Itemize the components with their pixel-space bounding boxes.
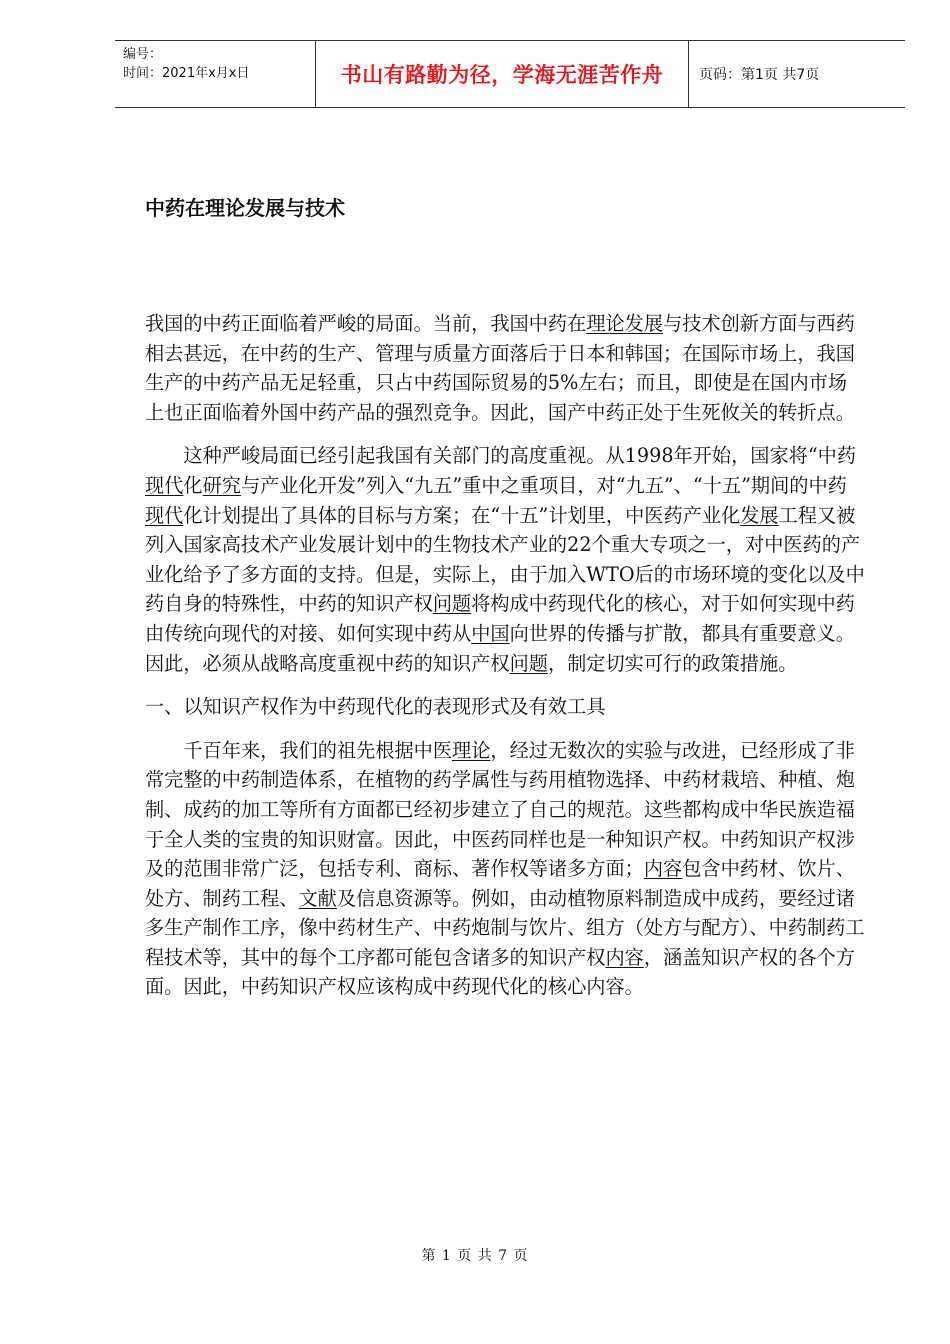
link-lilun[interactable]: 理论 [452,738,491,762]
document-title: 中药在理论发展与技术 [145,196,345,220]
document-body [145,309,865,1002]
text-run: 与产业化开发”列入“九五”重中之重项目，对“九五”、“十五”期间的中药 [240,473,847,497]
time-label: 时间：2021年x月x日 [123,66,250,81]
paragraph-1 [145,309,865,427]
section-heading-1: 一、以知识产权作为中药现代化的表现形式及有效工具 [145,695,606,719]
link-wenxian[interactable]: 文献 [298,886,337,910]
text-run: 及信息资源等。例如，由动植物原料制造成中成药，要经过诸多生产制作工序，像中药材生产、中药炮制与饮片、组方（处方与配方）、中药制药工程技术等，其中的每个工序都可能包含诸多的知识产权 [145,886,865,969]
header-page-label: 页码：第1页 共7页 [699,67,820,83]
link-zhongguo[interactable]: 中国 [471,621,510,645]
document-header [115,40,905,108]
link-wenti[interactable]: 问题 [432,592,472,616]
link-fazhan[interactable]: 发展 [740,503,779,527]
paragraph-3 [145,736,865,1002]
text-run: 包含中药材、饮片、处方、制药工程、 [145,857,855,910]
paragraph-2 [145,441,865,678]
text-run: 这种严峻局面已经引起我国有关部门的高度重视。从1998年开始，国家将“中药 [183,444,857,468]
text-run: 将构成中药现代化的核心，对于如何实现中药由传统向现代的对接、如何实现中药从 [145,592,855,645]
page-footer: 第 1 页 共 7 页 [421,1248,529,1264]
number-label: 编号： [123,47,163,62]
header-motto: 书山有路勤为径，学海无涯苦作舟 [316,41,689,107]
header-meta [115,41,316,107]
text-run: ，经过无数次的实验与改进，已经形成了非常完整的中药制造体系，在植物的药学属性与药用植物选择、中药材栽培、种植、炮制、成药的加工等所有方面都已经初步建立了自己的规范。这些都构成中华民族造福于全人类的宝贵的知识财富。因此，中医药同样也是一种知识产权。中药知识产权涉及的范围非常广泛，包括专利、商标、著作权等诸多方面； [145,738,855,881]
text-run: 我国的中药正面临着严峻的局面。当前，我国中药在 [145,312,587,335]
text-run: 向世界的传播与扩散，都具有重要意义。因此，必须从战略高度重视中药的知识产权 [145,621,855,675]
text-run: 化 [183,473,203,497]
text-run: 千百年来，我们的祖先根据中医 [183,738,453,762]
link-xiandai[interactable]: 现代 [145,473,184,497]
text-run: 工程又被列入国家高技术产业发展计划中的生物技术产业的22个重大专项之一，对中医药的产业化给予了多方面的支持。但是，实际上，由于加入WTO后的市场环境的变化以及中药自身的特殊性，中药的知识产权 [145,503,865,616]
text-run: ，涵盖知识产权的各个方面。因此，中药知识产权应该构成中药现代化的核心内容。 [145,945,855,999]
text-run: 化计划提出了具体的目标与方案；在“十五”计划里，中医药产业化 [183,503,741,527]
link-lilunfazhan[interactable]: 理论发展 [586,312,664,335]
link-wenti-2[interactable]: 问题 [509,651,548,675]
link-xiandai-2[interactable]: 现代 [145,503,184,527]
link-neirong[interactable]: 内容 [643,857,683,881]
link-yanjiu[interactable]: 研究 [202,473,241,497]
text-run: 与技术创新方面与西药相去甚远，在中药的生产、管理与质量方面落后于日本和韩国；在国际市场上，我国生产的中药产品无足轻重，只占中药国际贸易的5%左右；而且，即使是在国内市场上也正面临着外国中药产品的强烈竞争。因此，国产中药正处于生死攸关的转折点。 [145,312,855,424]
link-neirong-2[interactable]: 内容 [605,945,644,969]
text-run: ，制定切实可行的政策措施。 [547,651,798,675]
